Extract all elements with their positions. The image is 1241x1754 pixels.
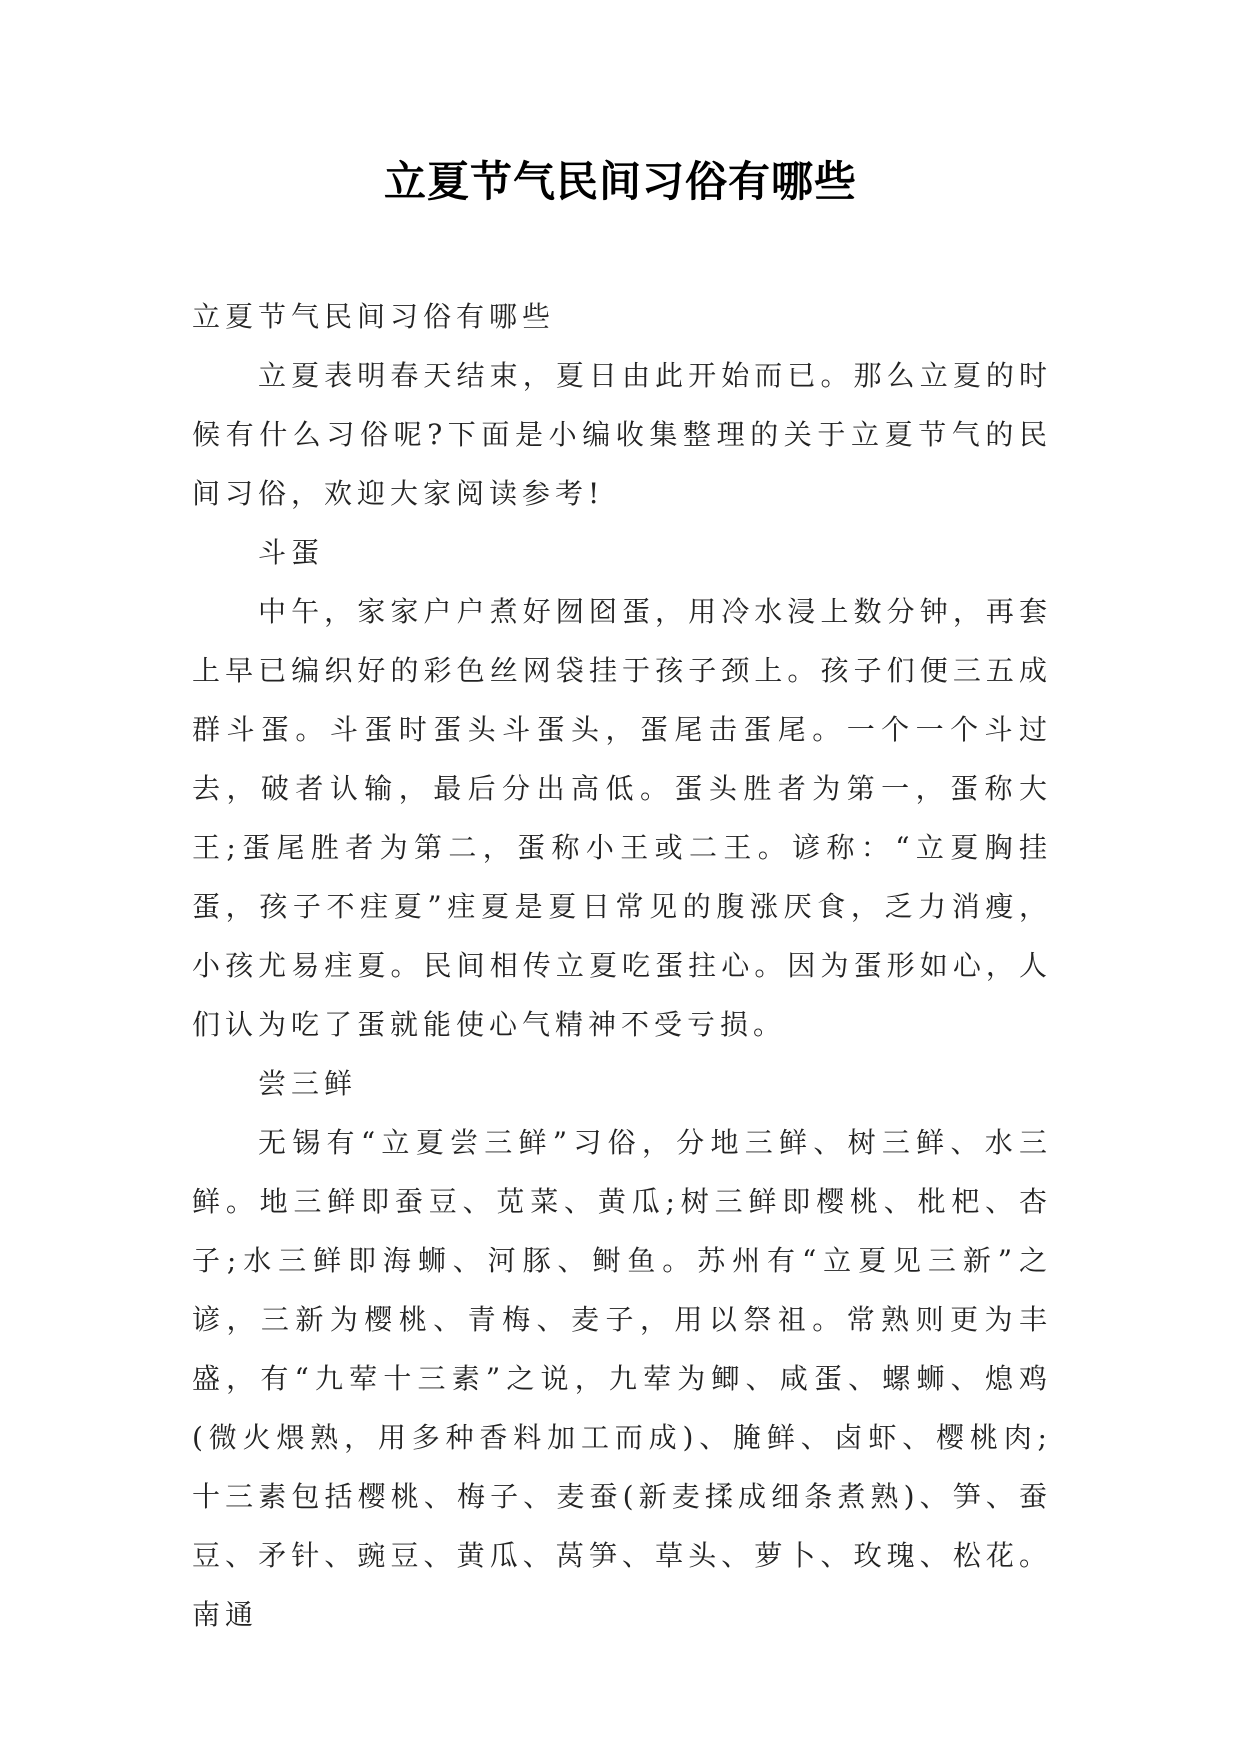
section-paragraph-dou-dan: 中午，家家户户煮好囫囵蛋，用冷水浸上数分钟，再套上早已编织好的彩色丝网袋挂于孩子颈上。孩子们便三五成群斗蛋。斗蛋时蛋头斗蛋头，蛋尾击蛋尾。一个一个斗过去，破者认输，最后分出高低。蛋头胜者为第一，蛋称大王;蛋尾胜者为第二，蛋称小王或二王。谚称：“立夏胸挂蛋，孩子不疰夏”疰夏是夏日常见的腹涨厌食，乏力消瘦，小孩尤易疰夏。民间相传立夏吃蛋拄心。因为蛋形如心，人们认为吃了蛋就能使心气精神不受亏损。 <box>192 595 1052 1041</box>
section-paragraph-chang-san-xian: 无锡有“立夏尝三鲜”习俗，分地三鲜、树三鲜、水三鲜。地三鲜即蚕豆、苋菜、黄瓜;树三鲜即樱桃、枇杷、杏子;水三鲜即海蛳、河豚、鲥鱼。苏州有“立夏见三新”之谚，三新为樱桃、青梅、麦子，用以祭祖。常熟则更为丰盛，有“九荤十三素”之说，九荤为鲫、咸蛋、螺蛳、熄鸡(微火煨熟，用多种香料加工而成)、腌鲜、卤虾、樱桃肉;十三素包括樱桃、梅子、麦蚕(新麦揉成细条煮熟)、笋、蚕豆、矛针、豌豆、黄瓜、莴笋、草头、萝卜、玫瑰、松花。南通 <box>192 1126 1052 1631</box>
document-subtitle: 立夏节气民间习俗有哪些 <box>192 300 556 333</box>
section-heading-dou-dan: 斗蛋 <box>258 536 325 569</box>
section-heading-chang-san-xian: 尝三鲜 <box>258 1067 358 1100</box>
intro-paragraph: 立夏表明春天结束，夏日由此开始而已。那么立夏的时候有什么习俗呢?下面是小编收集整理的关于立夏节气的民间习俗，欢迎大家阅读参考! <box>192 359 1052 510</box>
document-title: 立夏节气民间习俗有哪些 <box>383 157 857 206</box>
document-body <box>192 287 1052 1644</box>
